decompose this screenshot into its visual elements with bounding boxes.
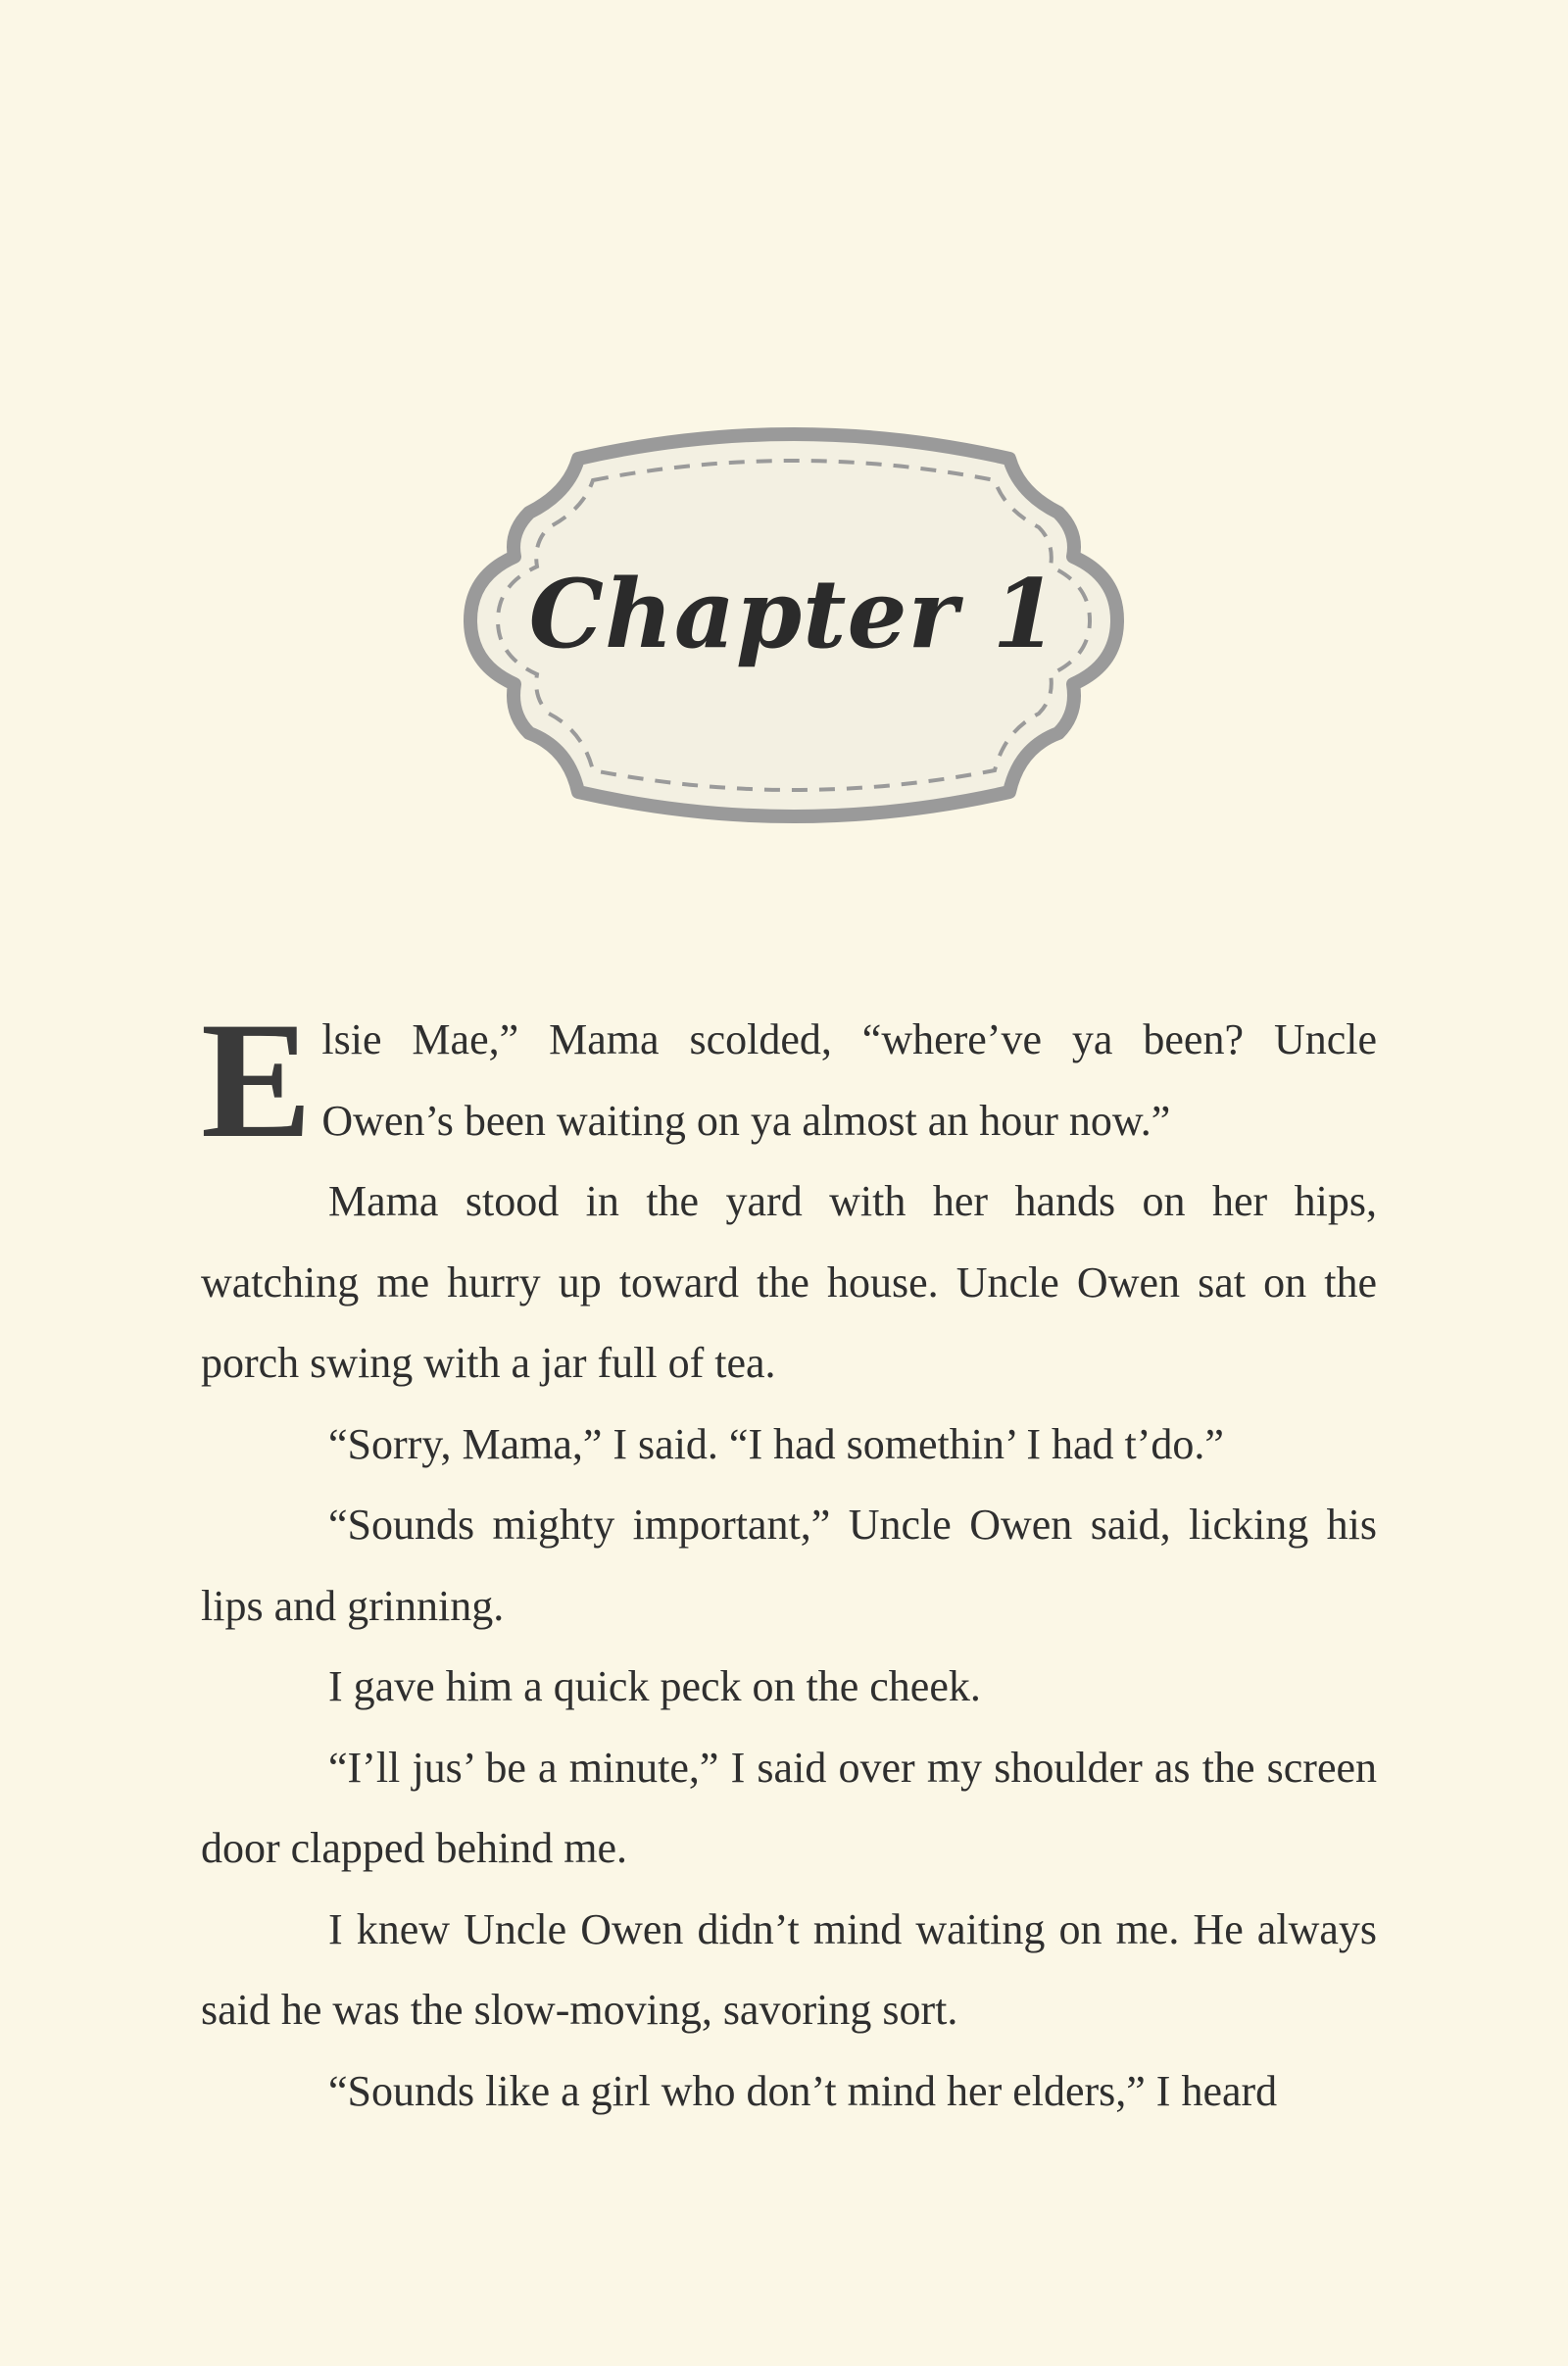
drop-cap: E: [201, 988, 313, 1172]
paragraph: “Sounds mighty important,” Uncle Owen said, licking his lips and grinning.: [201, 1501, 1377, 1630]
paragraph: “I’ll jus’ be a minute,” I said over my shoulder as the screen door clapped behind me.: [201, 1743, 1377, 1872]
paragraph: “Sounds like a girl who don’t mind her elders,” I heard: [328, 2066, 1278, 2115]
paragraph: Mama stood in the yard with her hands on her hips, watching me hurry up toward the house. Uncle Owen sat on the porch swing with a jar full of tea.: [201, 1177, 1377, 1387]
opening-paragraph: [201, 988, 1377, 1172]
paragraph: I knew Uncle Owen didn’t mind waiting on me. He always said he was the slow-moving, savoring sort.: [201, 1904, 1377, 2034]
body-text: [201, 988, 1377, 2132]
paragraph: “Sorry, Mama,” I said. “I had somethin’ I had t’do.”: [328, 1419, 1224, 1468]
paragraph: I gave him a quick peck on the cheek.: [328, 1662, 981, 1710]
chapter-title: Chapter 1: [528, 559, 1059, 669]
opening-text: lsie Mae,” Mama scolded, “where’ve ya been? Uncle Owen’s been waiting on ya almost an hour now.”: [321, 1015, 1377, 1145]
